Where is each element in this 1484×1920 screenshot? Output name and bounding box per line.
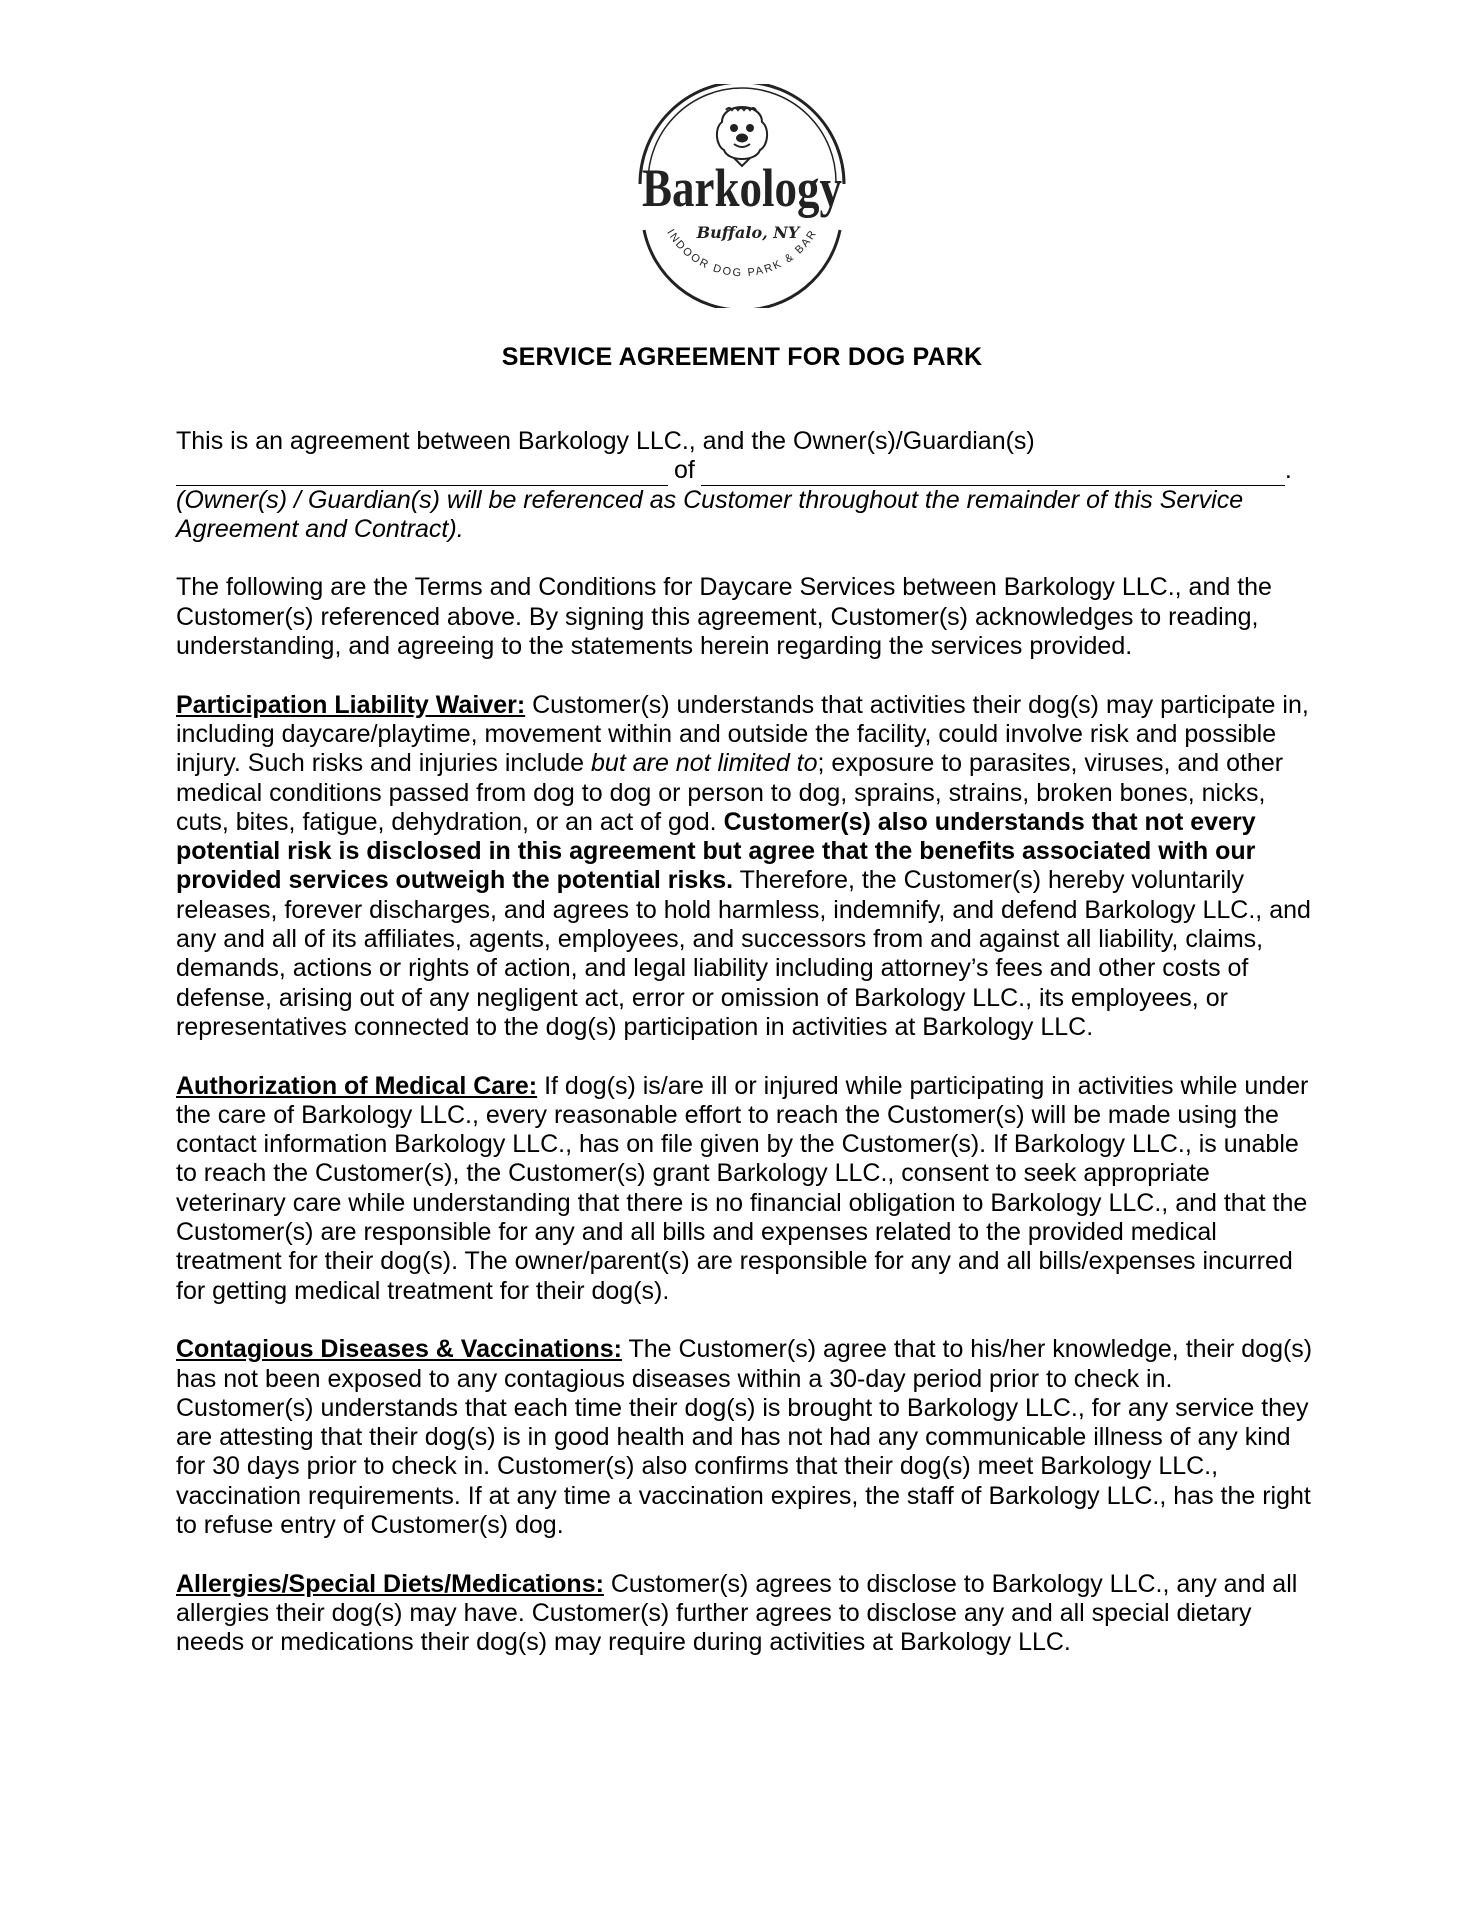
of-word: of xyxy=(674,456,695,485)
barkology-logo xyxy=(630,84,854,308)
section-heading: Participation Liability Waiver: xyxy=(176,690,526,719)
section-medical-care xyxy=(176,1072,1316,1306)
section-text: Customer(s) understands that activities their dog(s) may participate in, including daycare/playtime, movement within and outside the facility, could involve risk and possible injury. Such risks and injuries include xyxy=(176,690,1309,778)
section-text: Therefore, the Customer(s) hereby voluntarily releases, forever discharges, and agrees to hold harmless, indemnify, and defend Barkology LLC., and any and all of its affiliates, agents, employees, and successors from and against all liability, claims, demands, actions or rights of action, and legal liability including attorney’s fees and other costs of defense, arising out of any negligent act, error or omission of Barkology LLC., its employees, or representatives connected to the dog(s) participation in activities at Barkology LLC. xyxy=(176,866,1311,1041)
owner-blank-row xyxy=(176,456,1316,485)
section-text: Customer(s) agrees to disclose to Barkology LLC., any and all allergies their dog(s) may have. Customer(s) further agrees to disclose any and all special dietary needs or medications their dog(s) may require during activities at Barkology LLC. xyxy=(176,1569,1298,1657)
intro-line: This is an agreement between Barkology LLC., and the Owner(s)/Guardian(s) xyxy=(176,427,1035,455)
section-allergies xyxy=(176,1570,1316,1658)
terms-intro: The following are the Terms and Conditions for Daycare Services between Barkology LLC., and the Customer(s) referenced above. By signing this agreement, Customer(s) acknowledges to reading, understanding, and agreeing to the statements herein regarding the services provided. xyxy=(176,573,1272,661)
intro-note: (Owner(s) / Guardian(s) will be referenced as Customer throughout the remainder of this Service Agreement and Contract). xyxy=(176,485,1244,543)
section-contagious-diseases xyxy=(176,1335,1316,1540)
section-heading: Allergies/Special Diets/Medications: xyxy=(176,1569,604,1598)
agreement-body xyxy=(176,427,1316,1657)
section-bold-text: Customer(s) also understands that not every potential risk is disclosed in this agreement but agree that the benefits associated with our provided services outweigh the potential risks. xyxy=(176,807,1256,895)
logo-brand-text: Barkology xyxy=(642,158,842,218)
document-title: SERVICE AGREEMENT FOR DOG PARK xyxy=(501,343,983,371)
section-heading: Contagious Diseases & Vaccinations: xyxy=(176,1335,622,1364)
section-text: ; exposure to parasites, viruses, and other medical conditions passed from dog to dog or person to dog, sprains, strains, broken bones, nicks, cuts, bites, fatigue, dehydration, or an act of god. xyxy=(176,749,1284,836)
section-liability-waiver xyxy=(176,691,1316,1043)
end-period: . xyxy=(1284,456,1292,485)
logo-tagline-path: INDOOR DOG PARK & BAR xyxy=(664,227,820,280)
logo-location-text: Buffalo, NY xyxy=(696,223,800,242)
section-italic-text: but are not limited to xyxy=(591,749,818,778)
dog-name-field[interactable] xyxy=(701,463,1285,486)
section-text: The Customer(s) agree that to his/her knowledge, their dog(s) has not been exposed to any contagious diseases within a 30-day period prior to check in. Customer(s) understands that each time their dog(s) is brought to Barkology LLC., for any service they are attesting that their dog(s) is in good health and has not had any communicable illness of any kind for 30 days prior to check in. Customer(s) also confirms that their dog(s) meet Barkology LLC., vaccination requirements. If at any time a vaccination expires, the staff of Barkology LLC., has the right to refuse entry of Customer(s) dog. xyxy=(176,1335,1313,1539)
owner-name-field[interactable] xyxy=(176,463,668,486)
section-text: If dog(s) is/are ill or injured while participating in activities while under the care of Barkology LLC., every reasonable effort to reach the Customer(s) will be made using the contact information Barkology LLC., has on file given by the Customer(s). If Barkology LLC., is unable to reach the Customer(s), the Customer(s) grant Barkology LLC., consent to seek appropriate veterinary care while understanding that there is no financial obligation to Barkology LLC., and that the Customer(s) are responsible for any and all bills and expenses related to the provided medical treatment for their dog(s). The owner/parent(s) are responsible for any and all bills/expenses incurred for getting medical treatment for their dog(s). xyxy=(176,1071,1309,1305)
section-heading: Authorization of Medical Care: xyxy=(176,1071,538,1100)
logo-graphic xyxy=(630,84,854,308)
